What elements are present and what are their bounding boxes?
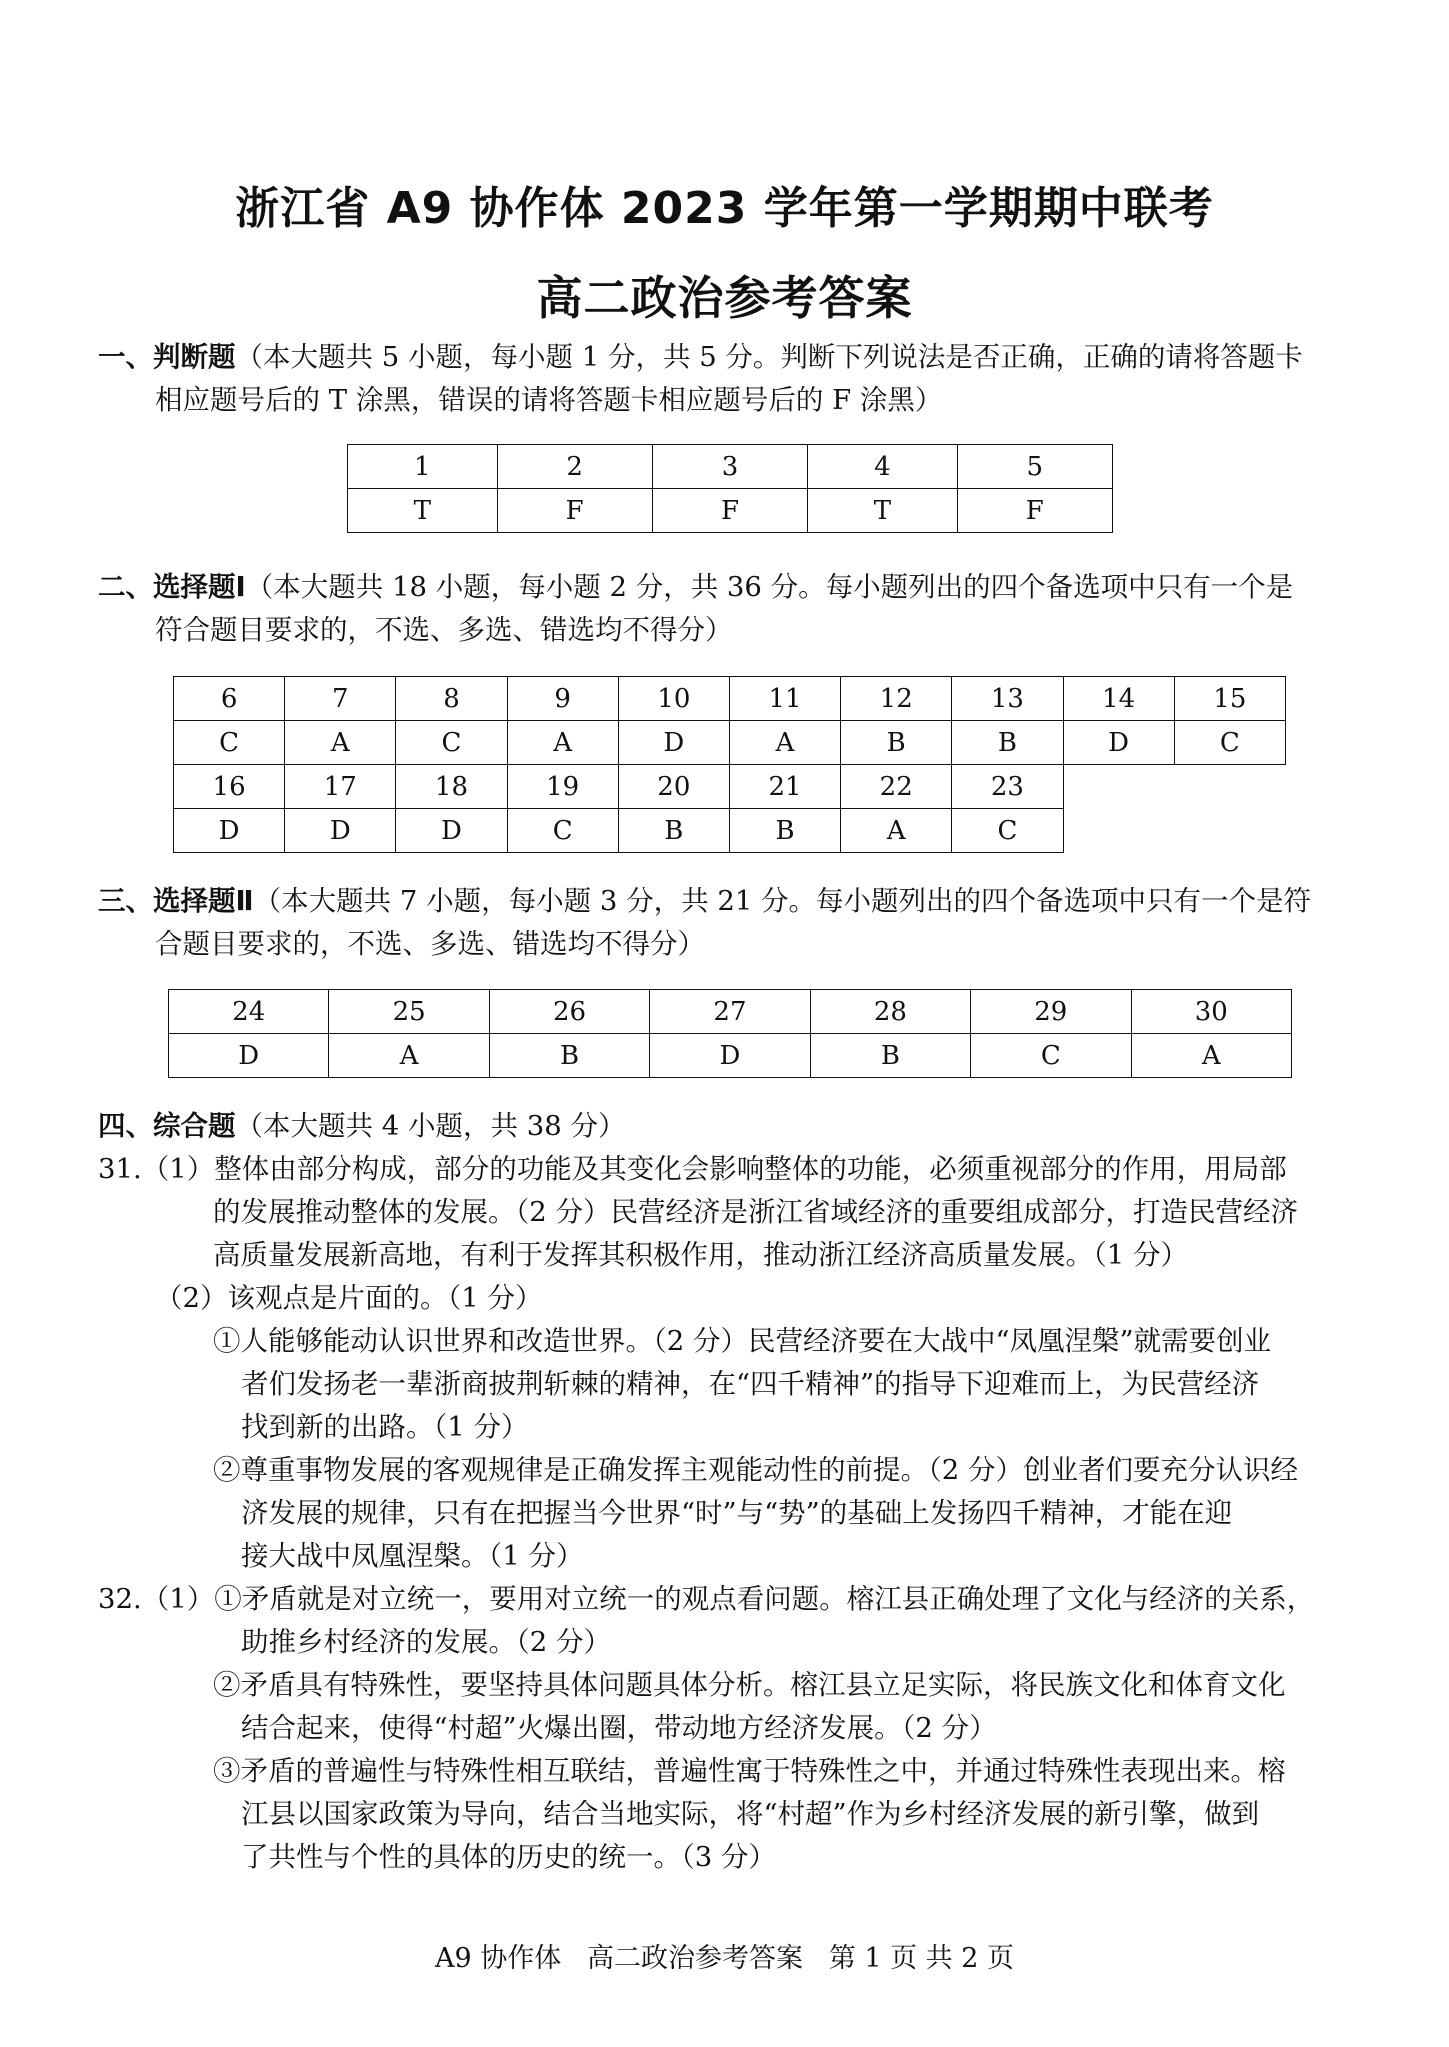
answer-cell: C [396, 721, 507, 765]
answer-cell: D [618, 721, 729, 765]
question-number: 15 [1174, 677, 1285, 721]
q32-line-3: ②矛盾具有特殊性，要坚持具体问题具体分析。榕江县立足实际，将民族文化和体育文化 [213, 1669, 1286, 1701]
answer-cell: A [329, 1034, 489, 1078]
answer-cell: C [174, 721, 285, 765]
table-row [174, 721, 1286, 765]
empty-cell [1174, 765, 1285, 809]
sec3-heading-line [98, 880, 1311, 923]
q31-line-5: ①人能够能动认识世界和改造世界。（2 分）民营经济要在大战中“凤凰涅槃”就需要创业 [213, 1325, 1272, 1357]
answer-cell: A [507, 721, 618, 765]
q31-line-6: 者们发扬老一辈浙商披荆斩棘的精神，在“四千精神”的指导下迎难而上，为民营经济 [241, 1368, 1260, 1400]
question-number: 24 [169, 990, 329, 1034]
table-row [174, 765, 1286, 809]
question-number: 17 [285, 765, 396, 809]
question-number: 21 [729, 765, 840, 809]
sec2-answer-table [173, 676, 1286, 853]
empty-cell [1174, 809, 1285, 853]
page-footer: A9 协作体 高二政治参考答案 第 1 页 共 2 页 [434, 1943, 1015, 1974]
question-number: 6 [174, 677, 285, 721]
answer-cell: T [808, 489, 958, 533]
answer-cell: D [650, 1034, 810, 1078]
sec3-heading: 三、选择题Ⅱ [98, 885, 254, 917]
table-row [169, 990, 1292, 1034]
sec3-desc-1: （本大题共 7 小题，每小题 3 分，共 21 分。每小题列出的四个备选项中只有一个是符 [253, 885, 1312, 917]
question-number: 11 [729, 677, 840, 721]
q32-line-1: 32.（1）①矛盾就是对立统一，要用对立统一的观点看问题。榕江县正确处理了文化与经济的关系， [98, 1583, 1315, 1615]
answer-cell: A [729, 721, 840, 765]
q32-line-2: 助推乡村经济的发展。（2 分） [241, 1626, 611, 1658]
answer-cell: A [285, 721, 396, 765]
q31-line-7: 找到新的出路。（1 分） [241, 1411, 529, 1443]
question-number: 28 [810, 990, 970, 1034]
answer-cell: C [952, 809, 1063, 853]
sec2-desc-2: 符合题目要求的，不选、多选、错选均不得分） [155, 614, 733, 646]
question-number: 25 [329, 990, 489, 1034]
sec4-heading-line [98, 1105, 625, 1148]
question-number: 9 [507, 677, 618, 721]
answer-cell: B [618, 809, 729, 853]
sec4-heading: 四、综合题 [98, 1110, 236, 1142]
question-number: 7 [285, 677, 396, 721]
question-number: 18 [396, 765, 507, 809]
question-number: 5 [957, 445, 1112, 489]
answer-cell: D [169, 1034, 329, 1078]
q32-line-6: 江县以国家政策为导向，结合当地实际，将“村超”作为乡村经济发展的新引擎，做到 [241, 1798, 1260, 1830]
question-number: 10 [618, 677, 729, 721]
table-row [348, 489, 1113, 533]
empty-cell [1063, 765, 1174, 809]
answer-cell: F [497, 489, 652, 533]
sec1-heading-line [98, 336, 1303, 379]
question-number: 29 [971, 990, 1131, 1034]
answer-subtitle: 高二政治参考答案 [536, 271, 913, 325]
sec2-heading: 二、选择题Ⅰ [98, 571, 246, 603]
table-row [169, 1034, 1292, 1078]
answer-cell: C [507, 809, 618, 853]
answer-cell: C [1174, 721, 1285, 765]
question-number: 26 [489, 990, 649, 1034]
q31-line-1: 31.（1）整体由部分构成，部分的功能及其变化会影响整体的功能，必须重视部分的作用，用局部 [98, 1153, 1287, 1185]
question-number: 23 [952, 765, 1063, 809]
question-number: 30 [1131, 990, 1291, 1034]
exam-title: 浙江省 A9 协作体 2023 学年第一学期期中联考 [235, 183, 1214, 234]
question-number: 3 [652, 445, 807, 489]
question-number: 12 [841, 677, 952, 721]
answer-cell: C [971, 1034, 1131, 1078]
q32-line-4: 结合起来，使得“村超”火爆出圈，带动地方经济发展。（2 分） [241, 1712, 997, 1744]
q31-line-4: （2）该观点是片面的。（1 分） [155, 1282, 543, 1314]
answer-cell: F [652, 489, 807, 533]
q31-line-9: 济发展的规律，只有在把握当今世界“时”与“势”的基础上发扬四千精神，才能在迎 [241, 1497, 1233, 1529]
table-row [348, 445, 1113, 489]
sec2-heading-line [98, 566, 1293, 609]
question-number: 4 [808, 445, 958, 489]
question-number: 19 [507, 765, 618, 809]
q32-line-5: ③矛盾的普遍性与特殊性相互联结，普遍性寓于特殊性之中，并通过特殊性表现出来。榕 [213, 1755, 1286, 1787]
question-number: 22 [841, 765, 952, 809]
answer-cell: T [348, 489, 498, 533]
question-number: 2 [497, 445, 652, 489]
answer-cell: F [957, 489, 1112, 533]
question-number: 13 [952, 677, 1063, 721]
empty-cell [1063, 809, 1174, 853]
question-number: 8 [396, 677, 507, 721]
answer-cell: D [174, 809, 285, 853]
question-number: 27 [650, 990, 810, 1034]
answer-cell: B [810, 1034, 970, 1078]
sec1-desc-1: （本大题共 5 小题，每小题 1 分，共 5 分。判断下列说法是否正确，正确的请将答题卡 [235, 341, 1303, 373]
answer-cell: D [285, 809, 396, 853]
answer-cell: B [729, 809, 840, 853]
sec4-desc: （本大题共 4 小题，共 38 分） [235, 1110, 626, 1142]
sec3-desc-2: 合题目要求的，不选、多选、错选均不得分） [155, 928, 705, 960]
question-number: 20 [618, 765, 729, 809]
table-row [174, 677, 1286, 721]
answer-cell: D [1063, 721, 1174, 765]
sec2-desc-1: （本大题共 18 小题，每小题 2 分，共 36 分。每小题列出的四个备选项中只有一个是 [245, 571, 1294, 603]
sec1-heading: 一、判断题 [98, 341, 236, 373]
answer-cell: B [841, 721, 952, 765]
answer-cell: A [841, 809, 952, 853]
sec1-desc-2: 相应题号后的 T 涂黑，错误的请将答题卡相应题号后的 F 涂黑） [155, 384, 943, 416]
question-number: 1 [348, 445, 498, 489]
question-number: 16 [174, 765, 285, 809]
answer-cell: A [1131, 1034, 1291, 1078]
answer-cell: D [396, 809, 507, 853]
answer-cell: B [952, 721, 1063, 765]
q31-line-8: ②尊重事物发展的客观规律是正确发挥主观能动性的前提。（2 分）创业者们要充分认识经 [213, 1454, 1298, 1486]
q32-line-7: 了共性与个性的具体的历史的统一。（3 分） [241, 1841, 776, 1873]
answer-cell: B [489, 1034, 649, 1078]
question-number: 14 [1063, 677, 1174, 721]
q31-line-3: 高质量发展新高地，有利于发挥其积极作用，推动浙江经济高质量发展。（1 分） [213, 1239, 1188, 1271]
q31-line-10: 接大战中凤凰涅槃。（1 分） [241, 1540, 584, 1572]
table-row [174, 809, 1286, 853]
q31-line-2: 的发展推动整体的发展。（2 分）民营经济是浙江省域经济的重要组成部分，打造民营经济 [213, 1196, 1298, 1228]
sec3-answer-table [168, 989, 1292, 1078]
sec1-answer-table [347, 444, 1113, 533]
